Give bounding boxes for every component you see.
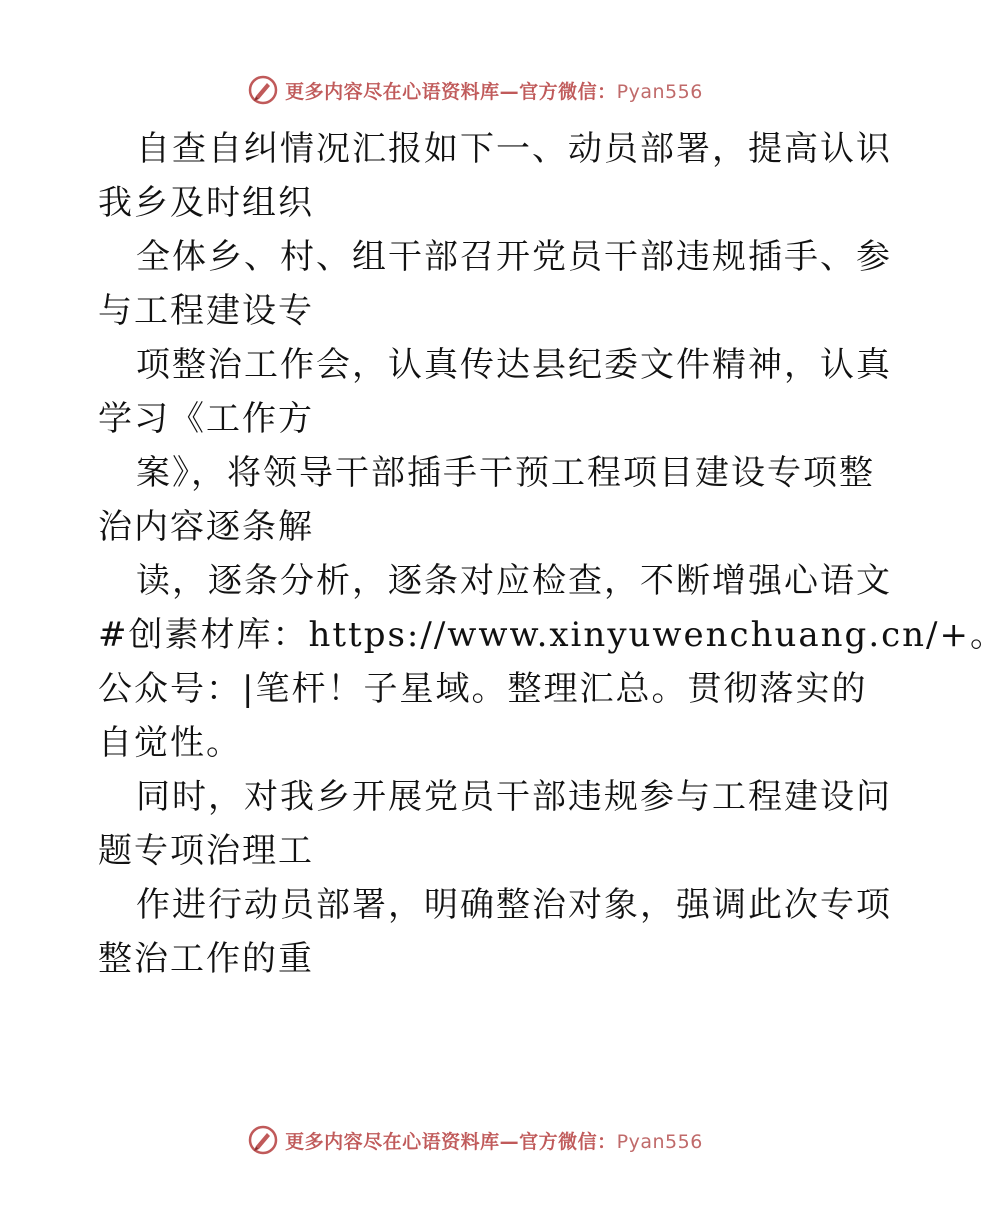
paragraph-6 [98,770,892,878]
paragraph-1 [98,122,892,230]
text-line: 读，逐条分析，逐条对应检查，不断增强心语文 [136,561,892,601]
text-line: 学习《工作方 [98,399,314,439]
pen-logo-icon [247,74,279,106]
text-line: 我乡及时组织 [98,183,314,223]
text-line: 与工程建设专 [98,291,314,331]
paragraph-2 [98,230,892,338]
footer-banner-text: 更多内容尽在心语资料库—官方微信：Pyan556 [285,1130,703,1153]
text-line: 同时，对我乡开展党员干部违规参与工程建设问 [136,777,892,817]
footer-banner-id: Pyan556 [616,1130,703,1153]
text-line: 案》，将领导干部插手干预工程项目建设专项整 [136,453,875,493]
text-line: 自觉性。 [98,723,242,763]
header-banner-id: Pyan556 [616,80,703,103]
text-line: 全体乡、村、组干部召开党员干部违规插手、参 [136,237,892,277]
header-watermark-banner [0,70,950,110]
text-line: #创素材库：https://www.xinyuwenchuang.cn/+。 [98,615,1006,655]
paragraph-4 [98,446,875,554]
paragraph-7 [98,878,892,986]
paragraph-3 [98,338,892,446]
paragraph-5 [98,554,1006,770]
text-line: 治内容逐条解 [98,507,314,547]
text-line: 题专项治理工 [98,831,314,871]
text-line: 自查自纠情况汇报如下一、动员部署，提高认识 [136,129,892,169]
document-body [98,122,1006,986]
footer-watermark-banner [0,1120,950,1160]
text-line: 整治工作的重 [98,939,314,979]
header-banner-text: 更多内容尽在心语资料库—官方微信：Pyan556 [285,80,703,103]
text-line: 公众号：|笔杆！子星域。整理汇总。贯彻落实的 [98,669,868,709]
text-line: 项整治工作会，认真传达县纪委文件精神，认真 [136,345,892,385]
text-line: 作进行动员部署，明确整治对象，强调此次专项 [136,885,892,925]
pen-logo-icon [247,1124,279,1156]
